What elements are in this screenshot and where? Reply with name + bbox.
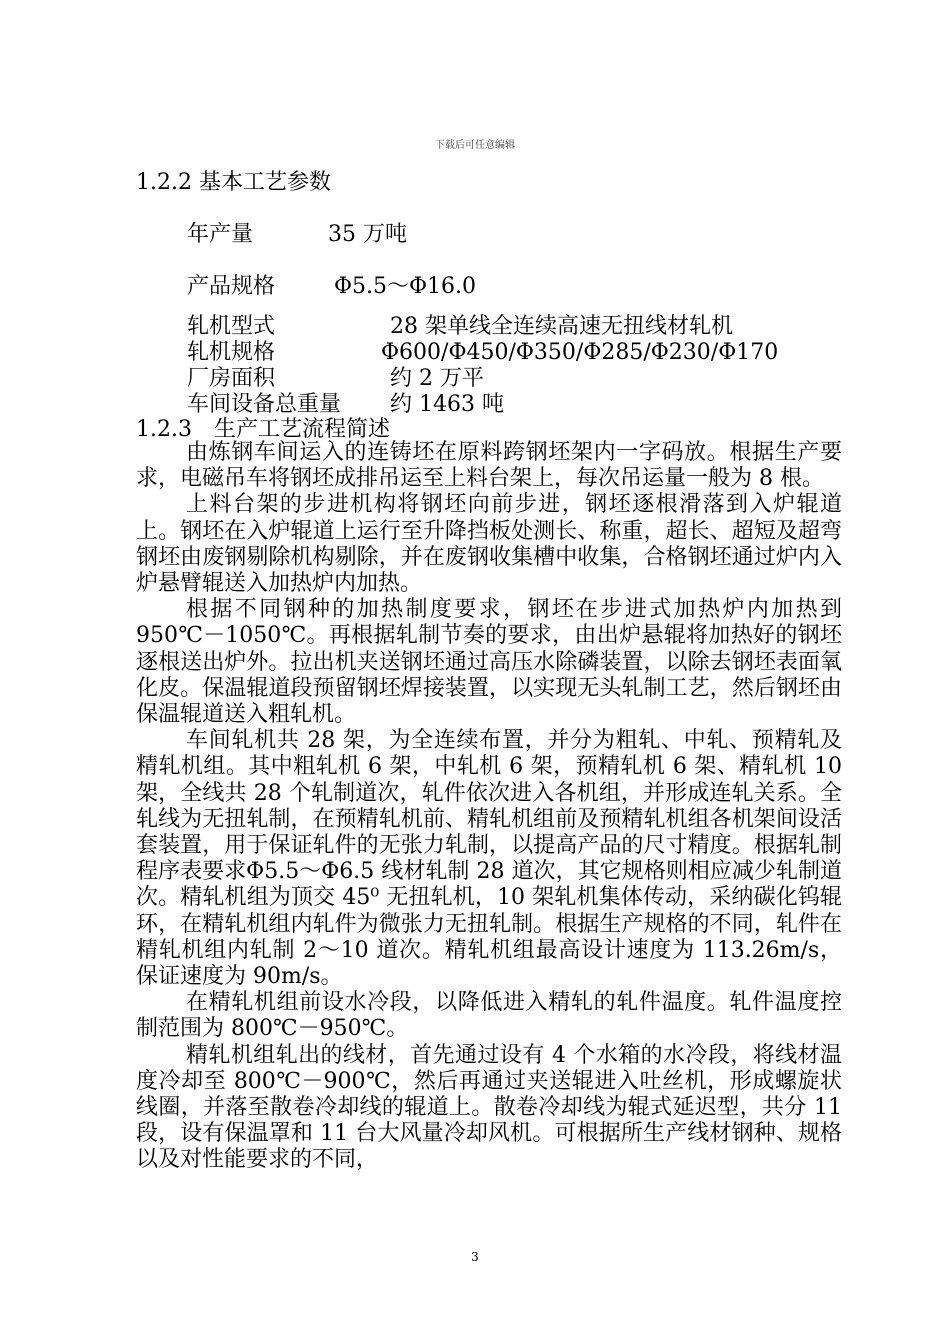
- process-description: [136, 440, 842, 1174]
- param-label: 车间设备总重量: [187, 392, 342, 417]
- paragraph: 上料台架的步进机构将钢坯向前步进，钢坯逐根滑落到入炉辊道上。钢坯在入炉辊道上运行至升降挡板处测长、称重，超长、超短及超弯钢坯由废钢剔除机构剔除，并在废钢收集槽中收集，合格钢坯通过炉内入炉悬臂辊送入加热炉内加热。: [136, 492, 842, 597]
- section-heading-1-2-3: 1.2.3 生产工艺流程简述: [136, 417, 390, 442]
- param-label: 厂房面积: [187, 366, 276, 391]
- paragraph: 车间轧机共 28 架，为全连续布置，并分为粗轧、中轧、预精轧及精轧机组。其中粗轧机 6 架，中轧机 6 架，预精轧机 6 架、精轧机 10 架，全线共 28 个轧制道次，轧件依次进入各机组，并形成连轧关系。全轧线为无扭轧制，在预精轧机前、精轧机组前及预精轧机组各机架间设活套装置，用于保证轧件的无张力轧制，以提高产品的尺寸精度。根据轧制程序表要求Φ5.5～Φ6.5 线材轧制 28 道次，其它规格则相应减少轧制道次。精轧机组为顶交 45⁰ 无扭轧机，10 架轧机集体传动，采纳碳化钨辊环，在精轧机组内轧件为微张力无扭轧制。根据生产规格的不同，轧件在精轧机组内轧制 2～10 道次。精轧机组最高设计速度为 113.26m/s，保证速度为 90m/s。: [136, 728, 842, 990]
- param-value: 35 万吨: [328, 222, 407, 247]
- param-value: Φ5.5～Φ16.0: [334, 274, 477, 299]
- section-heading-1-2-2: 1.2.2 基本工艺参数: [136, 170, 331, 195]
- paragraph: 在精轧机组前设水冷段，以降低进入精轧的轧件温度。轧件温度控制范围为 800℃－950℃。: [136, 990, 842, 1042]
- header-note: 下载后可任意编辑: [435, 140, 515, 151]
- param-row: [187, 392, 504, 418]
- param-value: 约 2 万平: [390, 366, 484, 391]
- param-value: Φ600/Φ450/Φ350/Φ285/Φ230/Φ170: [381, 340, 779, 365]
- param-row: [187, 366, 484, 392]
- page-number: 3: [471, 1250, 479, 1264]
- param-row: [187, 274, 477, 300]
- param-label: 轧机型式: [187, 314, 276, 339]
- paragraph: 根据不同钢种的加热制度要求，钢坯在步进式加热炉内加热到 950℃－1050℃。再根据轧制节奏的要求，由出炉悬辊将加热好的钢坯逐根送出炉外。拉出机夹送钢坯通过高压水除磷装置，以除去钢坯表面氧化皮。保温辊道段预留钢坯焊接装置，以实现无头轧制工艺，然后钢坯由保温辊道送入粗轧机。: [136, 597, 842, 728]
- paragraph: 精轧机组轧出的线材，首先通过设有 4 个水箱的水冷段，将线材温度冷却至 800℃－900℃，然后再通过夹送辊进入吐丝机，形成螺旋状线圈，并落至散卷冷却线的辊道上。散卷冷却线为辊式延迟型，共分 11 段，设有保温罩和 11 台大风量冷却风机。可根据所生产线材钢种、规格以及对性能要求的不同，: [136, 1042, 842, 1173]
- param-label: 轧机规格: [187, 340, 276, 365]
- param-label: 年产量: [187, 222, 254, 247]
- param-row: [187, 340, 779, 366]
- param-value: 28 架单线全连续高速无扭线材轧机: [390, 314, 733, 339]
- param-label: 产品规格: [187, 274, 276, 299]
- paragraph: 由炼钢车间运入的连铸坯在原料跨钢坯架内一字码放。根据生产要求，电磁吊车将钢坯成排吊运至上料台架上，每次吊运量一般为 8 根。: [136, 440, 842, 492]
- param-row: [187, 222, 407, 248]
- param-value: 约 1463 吨: [390, 392, 504, 417]
- param-row: [187, 314, 733, 340]
